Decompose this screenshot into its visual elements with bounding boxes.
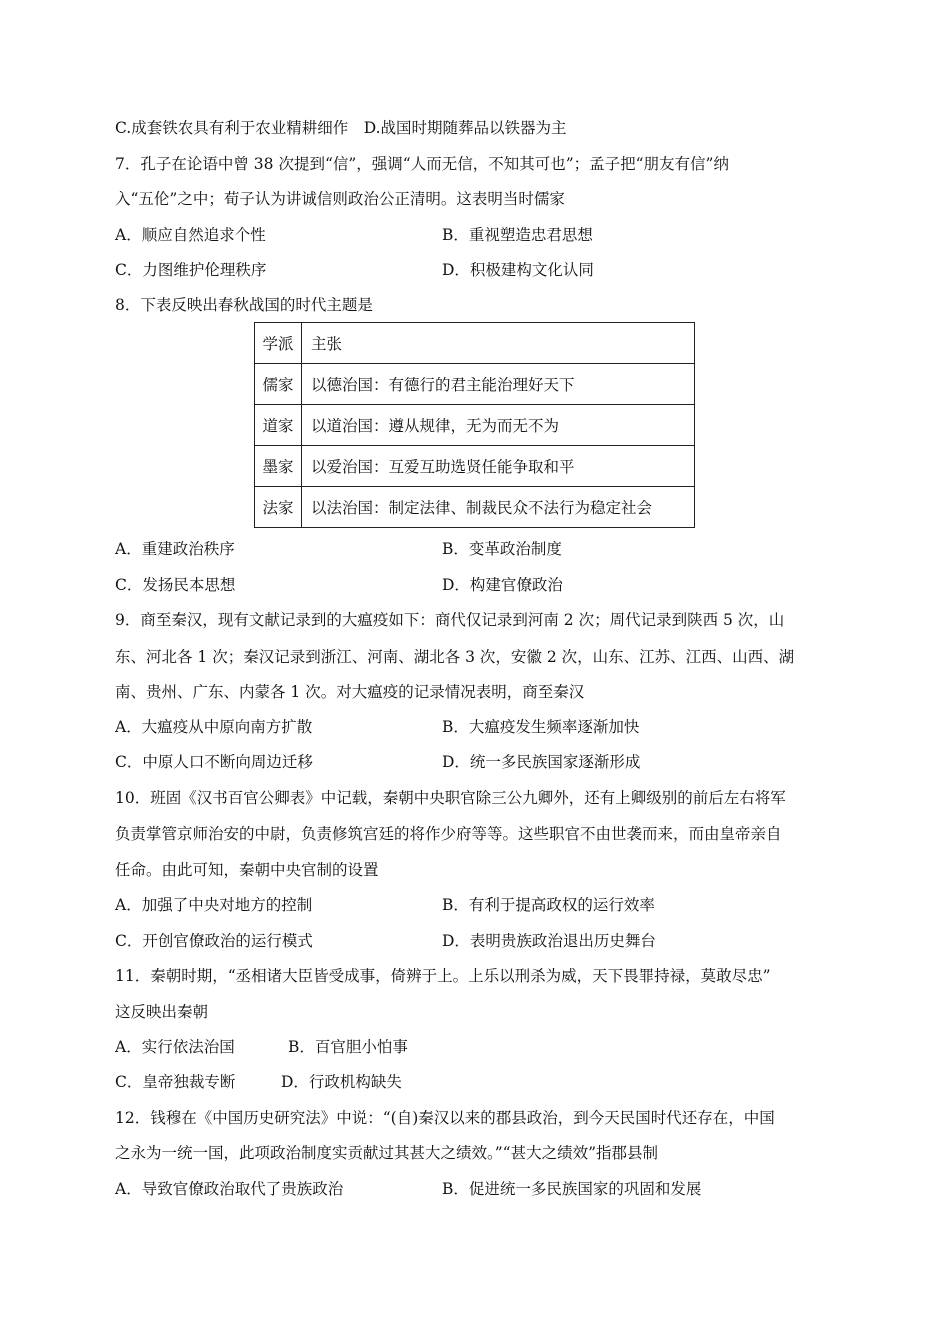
- q10-option-a[interactable]: A．加强了中央对地方的控制: [115, 896, 313, 914]
- question-11-stem-2: 这反映出秦朝: [115, 1003, 209, 1021]
- question-12-stem-1: 12．钱穆在《中国历史研究法》中说：“(自)秦汉以来的郡县政治，到今天民国时代还存在，中国: [115, 1109, 775, 1127]
- table-cell-school: 道家: [255, 405, 302, 446]
- q7-option-a[interactable]: A．顺应自然追求个性: [115, 226, 266, 244]
- question-9-stem-2: 东、河北各 1 次；秦汉记录到浙江、河南、湖北各 3 次，安徽 2 次，山东、江苏、江西、山西、湖: [115, 648, 795, 666]
- q8-option-d[interactable]: D．构建官僚政治: [442, 576, 563, 594]
- table-row: [255, 446, 695, 487]
- question-7-stem-1: 7．孔子在论语中曾 38 次提到“信”，强调“人而无信，不知其可也”；孟子把“朋友有信”纳: [115, 155, 729, 173]
- table-header-school: 学派: [255, 323, 302, 364]
- table-cell-view: 以爱治国：互爱互助选贤任能争取和平: [302, 446, 695, 487]
- table-cell-view: 以德治国：有德行的君主能治理好天下: [302, 364, 695, 405]
- question-10-stem-3: 任命。由此可知，秦朝中央官制的设置: [115, 861, 379, 879]
- question-10-stem-2: 负责掌管京师治安的中尉，负责修筑宫廷的将作少府等等。这些职官不由世袭而来，而由皇帝亲自: [115, 825, 782, 843]
- option-line-q6-cd: C.成套铁农具有利于农业精耕细作 D.战国时期随葬品以铁器为主: [115, 119, 567, 137]
- q10-option-d[interactable]: D．表明贵族政治退出历史舞台: [442, 932, 656, 950]
- q8-option-a[interactable]: A．重建政治秩序: [115, 540, 235, 558]
- q7-option-d[interactable]: D．积极建构文化认同: [442, 261, 594, 279]
- table-row: [255, 487, 695, 528]
- table-cell-view: 以道治国：遵从规律，无为而无不为: [302, 405, 695, 446]
- question-10-stem-1: 10．班固《汉书百官公卿表》中记载，秦朝中央职官除三公九卿外，还有上卿级别的前后左右将军: [115, 789, 786, 807]
- table-cell-school: 墨家: [255, 446, 302, 487]
- question-9-stem-3: 南、贵州、广东、内蒙各 1 次。对大瘟疫的记录情况表明，商至秦汉: [115, 683, 585, 701]
- q11-option-a[interactable]: A．实行依法治国: [115, 1038, 235, 1056]
- q7-option-c[interactable]: C．力图维护伦理秩序: [115, 261, 267, 279]
- q11-option-d[interactable]: D．行政机构缺失: [281, 1073, 402, 1091]
- q11-option-b[interactable]: B．百官胆小怕事: [288, 1038, 408, 1056]
- q8-option-b[interactable]: B．变革政治制度: [442, 540, 562, 558]
- q10-option-b[interactable]: B．有利于提高政权的运行效率: [442, 896, 655, 914]
- q9-option-c[interactable]: C．中原人口不断向周边迁移: [115, 753, 313, 771]
- q9-option-d[interactable]: D．统一多民族国家逐渐形成: [442, 753, 641, 771]
- table-row: [255, 364, 695, 405]
- question-7-stem-2: 入“五伦”之中；荀子认为讲诚信则政治公正清明。这表明当时儒家: [115, 190, 565, 208]
- q10-option-c[interactable]: C．开创官僚政治的运行模式: [115, 932, 313, 950]
- question-12-stem-2: 之永为一统一国，此项政治制度实贡献过其甚大之绩效。”“甚大之绩效”指郡县制: [115, 1144, 659, 1162]
- question-9-stem-1: 9．商至秦汉，现有文献记录到的大瘟疫如下：商代仅记录到河南 2 次；周代记录到陕西 5 次，山: [115, 611, 785, 629]
- table-row: [255, 405, 695, 446]
- question-8-stem: 8．下表反映出春秋战国的时代主题是: [115, 296, 373, 314]
- table-header-view: 主张: [302, 323, 695, 364]
- table-cell-view: 以法治国：制定法律、制裁民众不法行为稳定社会: [302, 487, 695, 528]
- table-header-row: [255, 323, 695, 364]
- schools-table: [254, 322, 695, 528]
- q12-option-b[interactable]: B．促进统一多民族国家的巩固和发展: [442, 1180, 702, 1198]
- q8-option-c[interactable]: C．发扬民本思想: [115, 576, 236, 594]
- question-11-stem-1: 11．秦朝时期，“丞相诸大臣皆受成事，倚辨于上。上乐以刑杀为威，天下畏罪持禄，莫敢尽忠”: [115, 967, 771, 985]
- q9-option-a[interactable]: A．大瘟疫从中原向南方扩散: [115, 718, 313, 736]
- q7-option-b[interactable]: B．重视塑造忠君思想: [442, 226, 593, 244]
- table-cell-school: 法家: [255, 487, 302, 528]
- table-cell-school: 儒家: [255, 364, 302, 405]
- q12-option-a[interactable]: A．导致官僚政治取代了贵族政治: [115, 1180, 344, 1198]
- q11-option-c[interactable]: C．皇帝独裁专断: [115, 1073, 236, 1091]
- q9-option-b[interactable]: B．大瘟疫发生频率逐渐加快: [442, 718, 640, 736]
